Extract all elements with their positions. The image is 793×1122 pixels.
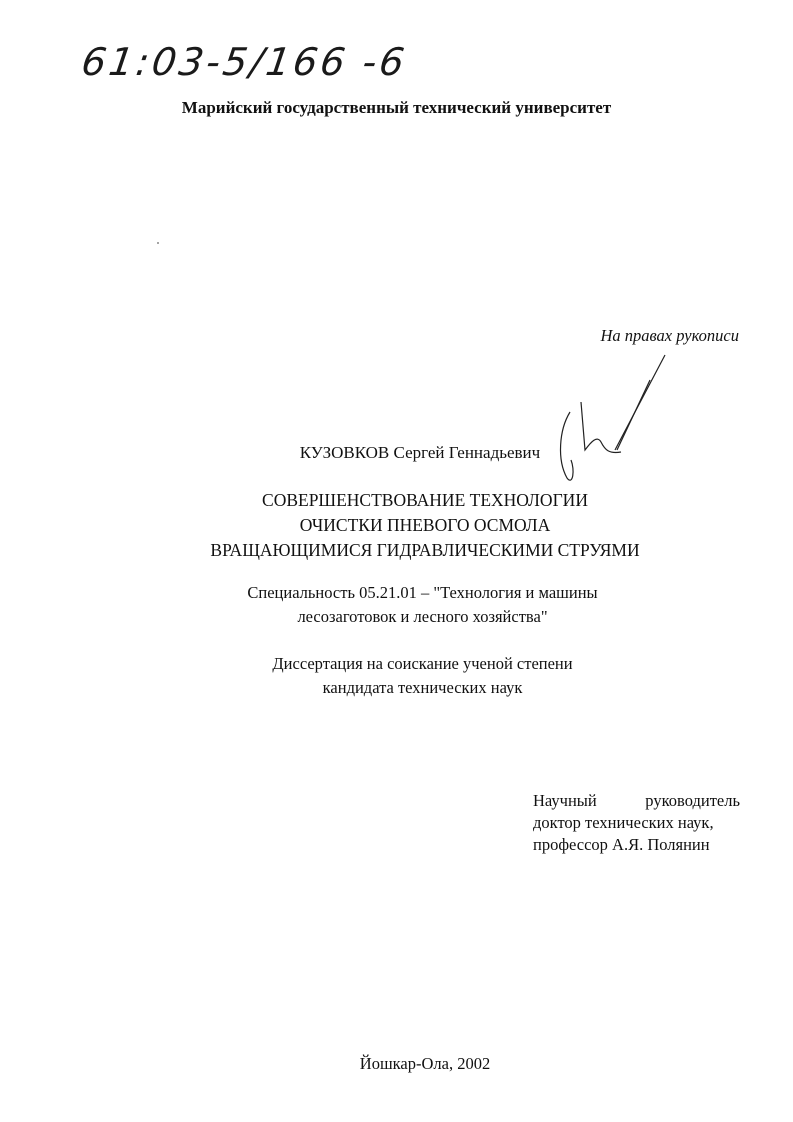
degree-statement [0, 652, 793, 700]
supervisor-line: профессор А.Я. Полянин [533, 835, 710, 854]
degree-line: Диссертация на соискание ученой степени [272, 654, 573, 673]
manuscript-rights-note: На правах рукописи [600, 326, 739, 345]
author-name: КУЗОВКОВ Сергей Геннадьевич [299, 443, 541, 462]
title-line: ОЧИСТКИ ПНЕВОГО ОСМОЛА [299, 515, 551, 535]
dissertation-title [0, 488, 793, 563]
scan-speck [157, 242, 159, 244]
specialty-line: лесозаготовок и лесного хозяйства" [297, 607, 548, 626]
place-and-year: Йошкар-Ола, 2002 [359, 1054, 491, 1073]
title-line: СОВЕРШЕНСТВОВАНИЕ ТЕХНОЛОГИИ [262, 490, 588, 510]
specialty-line: Специальность 05.21.01 – "Технология и машины [247, 583, 598, 602]
scientific-supervisor [533, 790, 740, 856]
supervisor-line: Научный руководитель [533, 791, 740, 810]
title-line: ВРАЩАЮЩИМИСЯ ГИДРАВЛИЧЕСКИМИ СТРУЯМИ [210, 540, 640, 560]
university-name: Марийский государственный технический университет [181, 98, 612, 117]
handwritten-catalog-number: 61:03-5/166 -6 [78, 40, 410, 84]
signature-stroke [617, 380, 650, 450]
specialty [0, 581, 793, 629]
supervisor-line: доктор технических наук, [533, 813, 714, 832]
degree-line: кандидата технических наук [322, 678, 523, 697]
author-signature [545, 350, 675, 490]
